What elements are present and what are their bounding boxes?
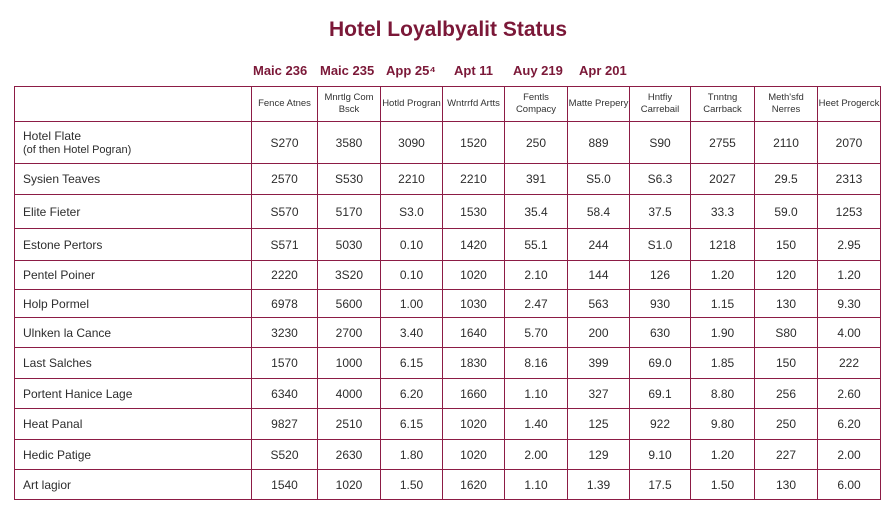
- table-cell: S520: [252, 440, 318, 470]
- table-cell: 150: [755, 348, 818, 379]
- table-cell: S571: [252, 229, 318, 261]
- table-cell: 6.15: [381, 409, 443, 440]
- table-cell: 5170: [318, 195, 381, 229]
- table-cell: 129: [568, 440, 630, 470]
- table-cell: 6.20: [381, 379, 443, 409]
- table-row: [15, 348, 881, 379]
- table-cell: 222: [818, 348, 881, 379]
- table-cell: S3.0: [381, 195, 443, 229]
- table-cell: 200: [568, 318, 630, 348]
- table-cell: 563: [568, 290, 630, 318]
- table-cell: 2110: [755, 122, 818, 164]
- table-cell: 2210: [381, 164, 443, 195]
- table-cell: 327: [568, 379, 630, 409]
- table-cell: 150: [755, 229, 818, 261]
- table-cell: 3.40: [381, 318, 443, 348]
- table-cell: 120: [755, 261, 818, 290]
- table-cell: 144: [568, 261, 630, 290]
- table-cell: 9.30: [818, 290, 881, 318]
- column-header-row: [15, 87, 881, 122]
- table-cell: 1.20: [818, 261, 881, 290]
- table-row: [15, 195, 881, 229]
- period-label: Apt 11: [454, 63, 494, 78]
- table-cell: 6.00: [818, 470, 881, 500]
- table-cell: S270: [252, 122, 318, 164]
- table-cell: 1218: [691, 229, 755, 261]
- row-label: [15, 122, 252, 164]
- column-header: Wntrrfd Artts: [443, 87, 505, 122]
- table-row: [15, 122, 881, 164]
- table-cell: 1.20: [691, 261, 755, 290]
- table-cell: 227: [755, 440, 818, 470]
- column-header: Meth'sfd Nerres: [755, 87, 818, 122]
- table-row: [15, 379, 881, 409]
- table-cell: 8.16: [505, 348, 568, 379]
- table-cell: 125: [568, 409, 630, 440]
- table-cell: 9827: [252, 409, 318, 440]
- row-label: Hedic Patige: [15, 440, 252, 470]
- table-cell: 3S20: [318, 261, 381, 290]
- row-label-text: Hotel Flate: [23, 128, 82, 143]
- table-cell: 930: [630, 290, 691, 318]
- table-cell: 33.3: [691, 195, 755, 229]
- table-row: [15, 470, 881, 500]
- period-label: Auy 219: [513, 63, 563, 78]
- row-label: Holp Pormel: [15, 290, 252, 318]
- table-cell: 1420: [443, 229, 505, 261]
- table-cell: 244: [568, 229, 630, 261]
- row-label: Pentel Poiner: [15, 261, 252, 290]
- row-label: Portent Hanice Lage: [15, 379, 252, 409]
- table-cell: 69.0: [630, 348, 691, 379]
- table-cell: 55.1: [505, 229, 568, 261]
- period-label: Apr 201: [579, 63, 627, 78]
- table-cell: 889: [568, 122, 630, 164]
- table-cell: 1020: [443, 409, 505, 440]
- table-cell: 1.85: [691, 348, 755, 379]
- table-cell: 5.70: [505, 318, 568, 348]
- table-cell: 2510: [318, 409, 381, 440]
- table-row: [15, 290, 881, 318]
- table-cell: 1.90: [691, 318, 755, 348]
- column-header: Tnntng Carrback: [691, 87, 755, 122]
- table-cell: 1020: [443, 261, 505, 290]
- row-label: Elite Fieter: [15, 195, 252, 229]
- table-cell: 1520: [443, 122, 505, 164]
- table-cell: 1020: [443, 440, 505, 470]
- table-cell: 399: [568, 348, 630, 379]
- table-cell: 0.10: [381, 261, 443, 290]
- row-label: Ulnken la Cance: [15, 318, 252, 348]
- table-cell: 8.80: [691, 379, 755, 409]
- table-cell: 6.20: [818, 409, 881, 440]
- table-cell: 9.10: [630, 440, 691, 470]
- table-cell: 1.40: [505, 409, 568, 440]
- table-cell: 2.95: [818, 229, 881, 261]
- table-cell: 4.00: [818, 318, 881, 348]
- period-label: App 25⁴: [386, 63, 436, 78]
- row-sublabel: (of then Hotel Pogran): [23, 143, 132, 156]
- period-label: Maic 235: [320, 63, 375, 78]
- table-row: [15, 440, 881, 470]
- table-cell: 6.15: [381, 348, 443, 379]
- table-cell: 1640: [443, 318, 505, 348]
- table-cell: 2210: [443, 164, 505, 195]
- table-cell: 250: [755, 409, 818, 440]
- row-label: Art lagior: [15, 470, 252, 500]
- table-cell: 2.47: [505, 290, 568, 318]
- table-cell: 630: [630, 318, 691, 348]
- table-cell: 9.80: [691, 409, 755, 440]
- table-cell: 3090: [381, 122, 443, 164]
- column-header: Mnrtlg Com Bsck: [318, 87, 381, 122]
- table-cell: 3230: [252, 318, 318, 348]
- table-cell: 2313: [818, 164, 881, 195]
- table-cell: 1530: [443, 195, 505, 229]
- table-cell: 1253: [818, 195, 881, 229]
- table-cell: 2220: [252, 261, 318, 290]
- table-cell: 1830: [443, 348, 505, 379]
- column-header: Fence Atnes: [252, 87, 318, 122]
- table-cell: 3580: [318, 122, 381, 164]
- table-cell: 5030: [318, 229, 381, 261]
- table-cell: 1000: [318, 348, 381, 379]
- table-cell: S6.3: [630, 164, 691, 195]
- table-cell: 69.1: [630, 379, 691, 409]
- table-cell: 37.5: [630, 195, 691, 229]
- table-cell: 1.50: [381, 470, 443, 500]
- table-cell: 17.5: [630, 470, 691, 500]
- table-cell: 1.15: [691, 290, 755, 318]
- row-label: Estone Pertors: [15, 229, 252, 261]
- table-cell: 2.00: [505, 440, 568, 470]
- table-cell: 2570: [252, 164, 318, 195]
- table-cell: 1660: [443, 379, 505, 409]
- table-cell: 2070: [818, 122, 881, 164]
- column-header: Heet Progerck: [818, 87, 881, 122]
- table-cell: 1020: [318, 470, 381, 500]
- table-cell: 2.60: [818, 379, 881, 409]
- table-row: [15, 409, 881, 440]
- table-cell: 922: [630, 409, 691, 440]
- period-label: Maic 236: [253, 63, 308, 78]
- table-cell: 1.39: [568, 470, 630, 500]
- table-cell: 130: [755, 470, 818, 500]
- table-cell: 59.0: [755, 195, 818, 229]
- table-cell: 250: [505, 122, 568, 164]
- table-cell: 391: [505, 164, 568, 195]
- table-cell: 1030: [443, 290, 505, 318]
- table-cell: 58.4: [568, 195, 630, 229]
- table-cell: S5.0: [568, 164, 630, 195]
- table-cell: 1570: [252, 348, 318, 379]
- column-header: Matte Prepery: [568, 87, 630, 122]
- table-cell: 4000: [318, 379, 381, 409]
- table-cell: S570: [252, 195, 318, 229]
- period-header-row: [0, 63, 896, 79]
- table-cell: 2027: [691, 164, 755, 195]
- table-cell: 35.4: [505, 195, 568, 229]
- table-cell: 1.80: [381, 440, 443, 470]
- table-cell: S80: [755, 318, 818, 348]
- row-label: Last Salches: [15, 348, 252, 379]
- table-cell: 2.10: [505, 261, 568, 290]
- table-cell: 1620: [443, 470, 505, 500]
- table-cell: 6978: [252, 290, 318, 318]
- table-cell: 1.50: [691, 470, 755, 500]
- table-row: [15, 318, 881, 348]
- table-row: [15, 164, 881, 195]
- table-cell: 256: [755, 379, 818, 409]
- page-title: Hotel Loyalbyalit Status: [328, 18, 568, 41]
- table-row: [15, 261, 881, 290]
- loyalty-status-table: [14, 86, 881, 500]
- table-row: [15, 229, 881, 261]
- table-cell: 1.10: [505, 470, 568, 500]
- table-cell: S1.0: [630, 229, 691, 261]
- table-cell: 1540: [252, 470, 318, 500]
- corner-cell: [15, 87, 252, 122]
- table-cell: 130: [755, 290, 818, 318]
- table-cell: 6340: [252, 379, 318, 409]
- table-cell: 126: [630, 261, 691, 290]
- table-cell: 2.00: [818, 440, 881, 470]
- column-header: Hntfiy Carrebail: [630, 87, 691, 122]
- column-header: Fentls Compacy: [505, 87, 568, 122]
- row-label: Heat Panal: [15, 409, 252, 440]
- table-cell: 1.00: [381, 290, 443, 318]
- table-cell: 2755: [691, 122, 755, 164]
- row-label: Sysien Teaves: [15, 164, 252, 195]
- table-cell: 5600: [318, 290, 381, 318]
- table-cell: 2630: [318, 440, 381, 470]
- table-cell: 29.5: [755, 164, 818, 195]
- table-cell: 0.10: [381, 229, 443, 261]
- table-cell: S90: [630, 122, 691, 164]
- column-header: Hotld Progran: [381, 87, 443, 122]
- table-cell: 1.10: [505, 379, 568, 409]
- table-cell: 1.20: [691, 440, 755, 470]
- table-cell: 2700: [318, 318, 381, 348]
- table-cell: S530: [318, 164, 381, 195]
